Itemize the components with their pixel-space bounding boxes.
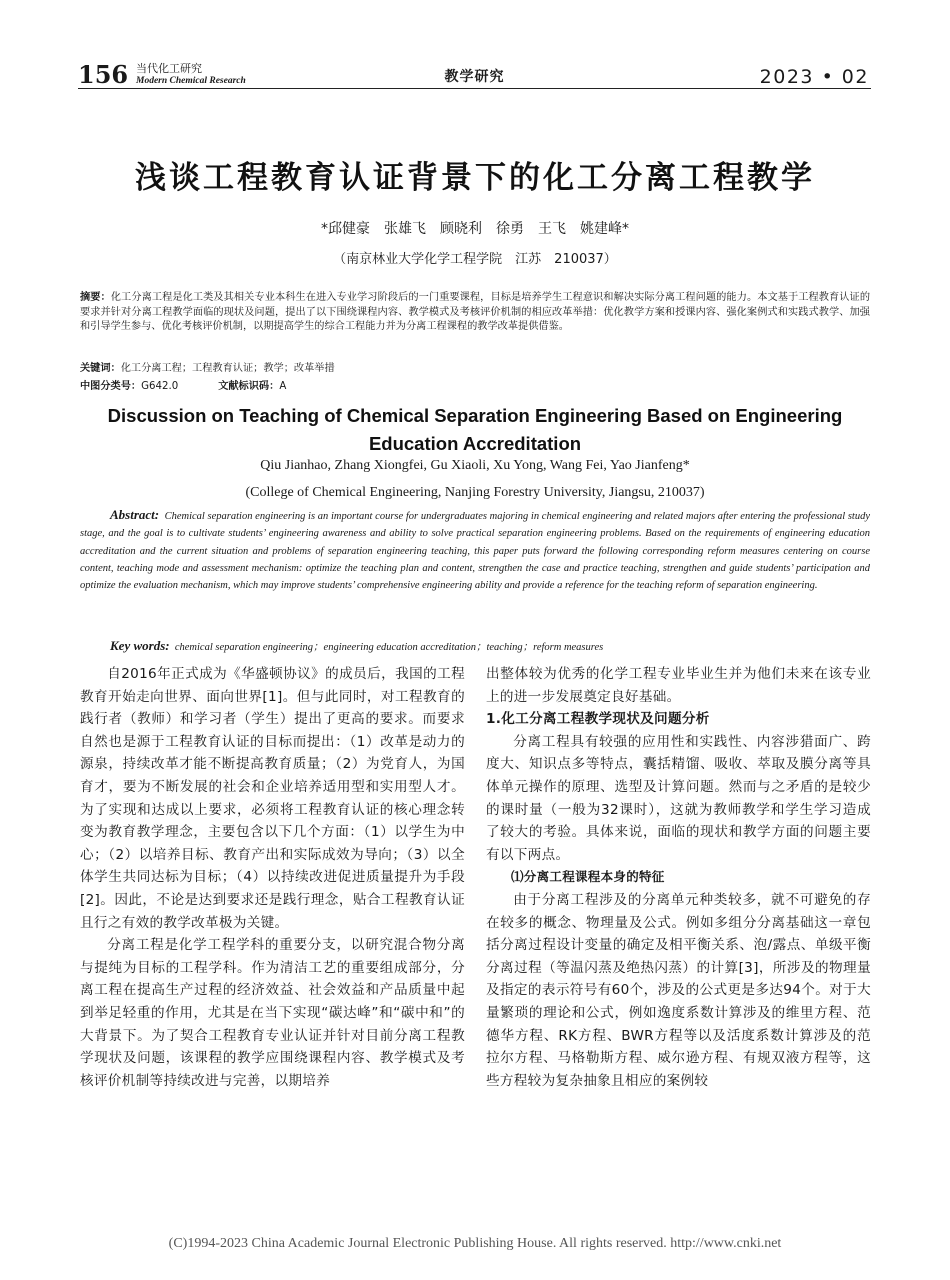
body-column-left [80,663,465,1092]
classification-line [80,380,870,395]
body-paragraph: 出整体较为优秀的化学工程专业毕业生并为他们未来在该专业上的进一步发展奠定良好基础。 [486,666,871,705]
clc-value: G642.0 [141,381,179,392]
issue-number: 2023 • 02 [759,66,869,88]
abstract-cn [80,291,870,335]
abstract-en-label: Abstract: [110,507,160,522]
abstract-cn-label: 摘要： [80,292,111,303]
body-paragraph: 分离工程是化学工程学科的重要分支，以研究混合物分离与提纯为目标的工程学科。作为清洁工艺的重要组成部分，分离工程在提高生产过程的经济效益、社会效益和产品质量中起到举足轻重的作用，尤其是在当下实现“碳达峰”和“碳中和”的大背景下。为了契合工程教育专业认证并针对目前分离工程教学现状及问题，该课程的教学应围绕课程内容、教学模式及考核评价机制等持续改进与完善，以期培养 [80,937,465,1089]
affiliation: （南京林业大学化学工程学院 江苏 210037） [333,252,617,267]
keywords-en-text: chemical separation engineering；engineering education accreditation；teaching；reform measures [174,642,604,653]
clc-label: 中图分类号： [80,381,142,392]
doc-code-label: 文献标识码： [218,381,280,392]
abstract-en [80,506,870,594]
journal-name-cn: 当代化工研究 [136,62,202,75]
body-paragraph: 分离工程具有较强的应用性和实践性、内容涉猎面广、跨度大、知识点多等特点，囊括精馏、吸收、萃取及膜分离等具体单元操作的原理、选型及计算问题。然而与之矛盾的是较少的课时量（一般为32课时），这就为教师教学和学生学习造成了较大的考验。具体来说，面临的现状和教学方面的问题主要有以下两点。 [486,733,871,863]
body-paragraph: 由于分离工程涉及的分离单元种类较多，就不可避免的存在较多的概念、物理量及公式。例如多组分分离基础这一章包括分离过程设计变量的确定及相平衡关系、泡/露点、单级平衡分离过程（等温闪蒸及绝热闪蒸）的计算[3]，所涉及的物理量及指定的表示符号有60个，涉及的公式更是多达94个。对于大量繁琐的理论和公式，例如逸度系数计算涉及的维里方程、范德华方程、RK方程、BWR方程等以及活度系数计算涉及的范拉尔方程、马格勒斯方程、威尔逊方程、有规双液方程等，这些方程较为复杂抽象且相应的案例较 [486,891,871,1089]
paper-title: 浅谈工程教育认证背景下的化工分离工程教学 [135,160,815,196]
keywords-cn-label: 关键词： [80,363,121,374]
doc-code-value: A [279,381,287,392]
english-authors: Qiu Jianhao, Zhang Xiongfei, Gu Xiaoli, Xu Yong, Wang Fei, Yao Jianfeng* [260,458,690,473]
copyright-footer: (C)1994-2023 China Academic Journal Electronic Publishing House. All rights reserved. http://www.cnki.net [168,1236,782,1251]
english-title: Discussion on Teaching of Chemical Separation Engineering Based on Engineering Education Accreditation [107,405,843,454]
keywords-en-label: Key words: [110,638,170,653]
author-list: *邱健豪 张雄飞 顾晓利 徐勇 王飞 姚建峰* [321,221,629,237]
body-column-right [486,663,871,1092]
abstract-en-text: Chemical separation engineering is an important course for undergraduates majoring in chemical engineering and related majors after entering the professional study stage, and the goal is to cultivate students’ engineering awareness and ability to solve practical separation engineering problems. Based on the requirements of engineering education accreditation and the current situation and problems of separation engineering teaching, this paper puts forward the following corresponding reform measures centering on course content, teaching mode and assessment mechanism: optimize the teaching plan and content, strengthen the case and practice teaching, strengthen and guide students’ participation and optimize the evaluation mechanism, which may improve students’ comprehensive engineering ability and provide a reference for the teaching reform of separation engineering. [80,511,870,592]
abstract-cn-text: 化工分离工程是化工类及其相关专业本科生在进入专业学习阶段后的一门重要课程，目标是培养学生工程意识和解决实际分离工程问题的能力。本文基于工程教育认证的要求并针对分离工程教学面临的现状及问题，提出了以下围绕课程内容、教学模式及考核评价机制的相应改革举措：优化教学方案和授课内容、强化案例式和实践式教学、加强和引导学生参与、优化考核评价机制，以期提高学生的综合工程能力并为分离工程课程的教学改革提供借鉴。 [80,292,871,332]
journal-name-en: Modern Chemical Research [136,76,246,86]
keywords-cn-text: 化工分离工程；工程教育认证；教学；改革举措 [120,363,335,374]
running-header [78,62,871,89]
english-affiliation: (College of Chemical Engineering, Nanjing Forestry University, Jiangsu, 210037) [245,485,705,500]
section-heading-1: 1.化工分离工程教学现状及问题分析 [486,711,710,728]
keywords-cn [80,362,870,377]
keywords-en [110,638,870,656]
subsection-heading-1: ⑴分离工程课程本身的特征 [511,869,665,885]
page-number: 156 [78,60,129,89]
body-paragraph: 自2016年正式成为《华盛顿协议》的成员后，我国的工程教育开始走向世界、面向世界[1]。但与此同时，对工程教育的践行者（教师）和学习者（学生）提出了更高的要求。而要求自然也是源于工程教育认证的目标而提出：（1）改革是动力的源泉，持续改革才能不断提高教育质量；（2）为党育人，为国育才，要为不断发展的社会和企业培养适用型和实用型人才。为了实现和达成以上要求，必须将工程教育认证的核心理念转变为教育教学理念，主要包含以下几个方面：（1）以学生为中心；（2）以培养目标、教育产出和实际成效为导向；（3）以全体学生共同达标为目标；（4）以持续改进促进质量提升为手段[2]。因此，不论是达到要求还是践行理念，贴合工程教育认证且行之有效的教学改革极为关键。 [80,666,465,931]
section-name: 教学研究 [444,69,505,85]
